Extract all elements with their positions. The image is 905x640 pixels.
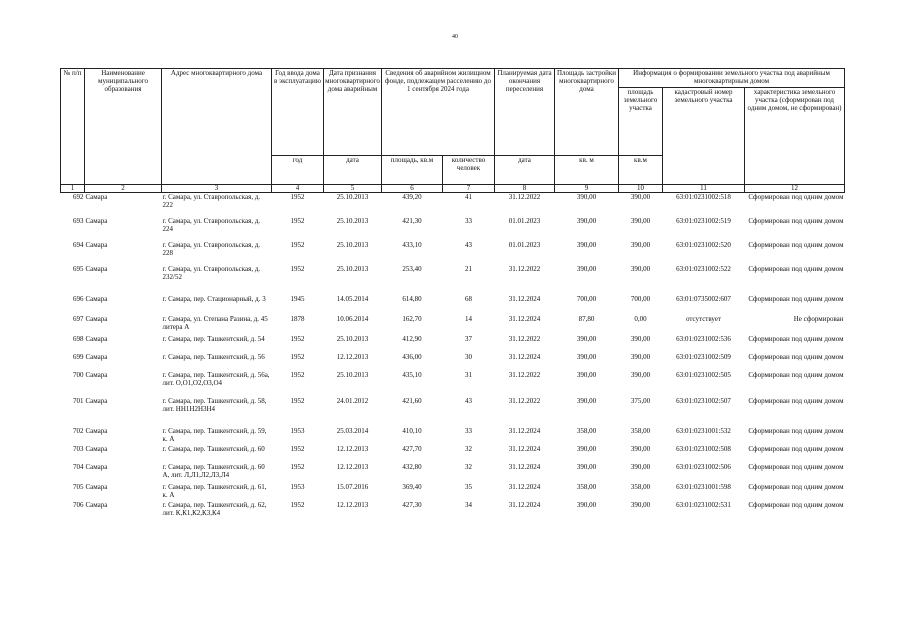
address-cell: г. Самара, пер. Стационарный, д. 3 — [162, 294, 266, 303]
municipality-cell: Самара — [85, 240, 108, 249]
unit-land-sqm: кв.м — [619, 156, 663, 185]
land-area-cell: 390,00 — [630, 370, 651, 379]
municipality-cell: Самара — [85, 352, 108, 361]
year-cell: 1953 — [290, 482, 305, 491]
area-cell: 427,30 — [402, 500, 422, 509]
land-characteristic-cell: Сформирован под одним домом — [748, 370, 844, 379]
unit-people: количество человек — [443, 156, 495, 185]
row-number-cell: 694 — [73, 240, 84, 249]
people-count-cell: 34 — [465, 500, 472, 509]
area-cell: 427,70 — [402, 444, 422, 453]
row-number-cell: 695 — [73, 264, 84, 273]
column-number: 11 — [663, 185, 745, 193]
land-area-cell: 390,00 — [630, 444, 651, 453]
header-municipality: Наименование муниципального образования — [85, 69, 162, 185]
unit-sqm: кв. м — [555, 156, 619, 185]
cadastral-number-cell: 63:01:0231001:532 — [676, 426, 731, 435]
recognition-date-cell: 12.12.2013 — [336, 462, 369, 471]
address-cell: г. Самара, пер. Ташкентский, д. 56 — [162, 352, 265, 361]
cadastral-number-cell: 63:01:0231002:507 — [676, 396, 731, 405]
land-characteristic-cell: Сформирован под одним домом — [748, 334, 844, 343]
land-characteristic-cell: Сформирован под одним домом — [748, 482, 844, 491]
planned-date-cell: 31.12.2024 — [508, 500, 541, 509]
cadastral-number-cell: 63:01:0231002:509 — [676, 352, 731, 361]
land-area-cell: 390,00 — [630, 264, 651, 273]
header-cadastral: кадастровый номер земельного участка — [663, 88, 745, 185]
people-count-cell: 32 — [465, 462, 472, 471]
header-year: Год ввода дома в эксплуатацию — [272, 69, 324, 156]
table-row — [61, 371, 845, 397]
cadastral-number-cell: 63:01:0231002:536 — [676, 334, 731, 343]
year-cell: 1952 — [290, 500, 305, 509]
cadastral-number-cell: 63:01:0735002:607 — [676, 294, 731, 303]
column-number: 8 — [495, 185, 555, 193]
year-cell: 1952 — [290, 396, 305, 405]
row-number-cell: 702 — [73, 426, 84, 435]
area-cell: 369,40 — [402, 482, 422, 491]
table-row — [61, 445, 845, 463]
column-number-row — [61, 185, 845, 193]
row-number-cell: 698 — [73, 334, 84, 343]
table-row — [61, 463, 845, 483]
year-cell: 1952 — [290, 193, 305, 201]
unit-plan-date: дата — [495, 156, 555, 185]
area-cell: 436,00 — [402, 352, 422, 361]
table-body — [61, 193, 845, 531]
municipality-cell: Самара — [85, 444, 108, 453]
land-area-cell: 390,00 — [630, 352, 651, 361]
table-row — [61, 397, 845, 427]
column-number: 7 — [443, 185, 495, 193]
recognition-date-cell: 25.10.2013 — [336, 193, 369, 201]
area-cell: 162,70 — [402, 314, 422, 323]
row-number-cell: 693 — [73, 216, 84, 225]
address-cell: г. Самара, пер. Ташкентский, д. 58, лит. НН1Н2Н3Н4 — [162, 396, 267, 413]
municipality-cell: Самара — [85, 482, 108, 491]
year-cell: 1952 — [290, 216, 305, 225]
row-number-cell: 706 — [73, 500, 84, 509]
planned-date-cell: 31.12.2022 — [508, 193, 541, 201]
building-area-cell: 390,00 — [576, 396, 597, 405]
area-cell: 421,30 — [402, 216, 422, 225]
planned-date-cell: 31.12.2022 — [508, 396, 541, 405]
planned-date-cell: 31.12.2022 — [508, 264, 541, 273]
people-count-cell: 41 — [465, 193, 472, 201]
header-building-area: Площадь застройки многоквартирного дома — [555, 69, 619, 156]
column-number: 4 — [272, 185, 324, 193]
header-land-info: Информация о формировании земельного участка под аварийным многоквартирным домом — [619, 69, 845, 88]
table-row — [61, 335, 845, 353]
municipality-cell: Самара — [85, 500, 108, 509]
cadastral-number-cell: 63:01:0231002:508 — [676, 444, 731, 453]
header-number: № п/п — [61, 69, 85, 185]
address-cell: г. Самара, пер. Ташкентский, д. 59, к. А — [162, 426, 267, 443]
cadastral-number-cell: 63:01:0231002:519 — [676, 216, 731, 225]
municipality-cell: Самара — [85, 216, 108, 225]
area-cell: 614,80 — [402, 294, 422, 303]
land-area-cell: 0,00 — [634, 314, 647, 323]
column-number: 1 — [61, 185, 85, 193]
building-area-cell: 390,00 — [576, 216, 597, 225]
recognition-date-cell: 25.10.2013 — [336, 334, 369, 343]
area-cell: 439,20 — [402, 193, 422, 201]
recognition-date-cell: 12.12.2013 — [336, 444, 369, 453]
municipality-cell: Самара — [85, 426, 108, 435]
recognition-date-cell: 25.10.2013 — [336, 370, 369, 379]
people-count-cell: 43 — [465, 240, 472, 249]
area-cell: 433,10 — [402, 240, 422, 249]
area-cell: 412,90 — [402, 334, 422, 343]
land-area-cell: 390,00 — [630, 500, 651, 509]
area-cell: 435,10 — [402, 370, 422, 379]
land-characteristic-cell: Сформирован под одним домом — [748, 216, 844, 225]
column-number: 10 — [619, 185, 663, 193]
people-count-cell: 32 — [465, 444, 472, 453]
land-characteristic-cell: Сформирован под одним домом — [748, 426, 844, 435]
emergency-housing-table — [60, 68, 845, 531]
column-number: 2 — [85, 185, 162, 193]
page-number: 40 — [452, 34, 458, 40]
recognition-date-cell: 25.03.2014 — [336, 426, 369, 435]
unit-year: год — [272, 156, 324, 185]
column-number: 3 — [162, 185, 272, 193]
land-characteristic-cell: Сформирован под одним домом — [748, 462, 844, 471]
planned-date-cell: 31.12.2022 — [508, 370, 541, 379]
area-cell: 253,40 — [402, 264, 422, 273]
planned-date-cell: 31.12.2024 — [508, 482, 541, 491]
land-characteristic-cell: Не сформирован — [793, 314, 844, 323]
table-row — [61, 501, 845, 531]
year-cell: 1952 — [290, 352, 305, 361]
header-address: Адрес многоквартирного дома — [162, 69, 272, 185]
people-count-cell: 31 — [465, 370, 472, 379]
table-row — [61, 193, 845, 217]
year-cell: 1952 — [290, 264, 305, 273]
building-area-cell: 700,00 — [576, 294, 597, 303]
cadastral-number-cell: 63:01:0231002:531 — [676, 500, 731, 509]
row-number-cell: 703 — [73, 444, 84, 453]
recognition-date-cell: 25.10.2013 — [336, 240, 369, 249]
table-row — [61, 315, 845, 335]
column-number: 12 — [745, 185, 845, 193]
address-cell: г. Самара, пер. Ташкентский, д. 60 А, лит. Л,Л1,Л2,Л3,Л4 — [162, 462, 265, 479]
municipality-cell: Самара — [85, 193, 108, 201]
recognition-date-cell: 14.05.2014 — [336, 294, 369, 303]
area-cell: 410,10 — [402, 426, 422, 435]
municipality-cell: Самара — [85, 294, 108, 303]
table-header — [61, 69, 845, 193]
building-area-cell: 390,00 — [576, 500, 597, 509]
planned-date-cell: 01.01.2023 — [508, 240, 541, 249]
recognition-date-cell: 24.01.2012 — [336, 396, 369, 405]
people-count-cell: 30 — [465, 352, 472, 361]
recognition-date-cell: 25.10.2013 — [336, 216, 369, 225]
land-area-cell: 390,00 — [630, 216, 651, 225]
year-cell: 1952 — [290, 240, 305, 249]
people-count-cell: 33 — [465, 426, 472, 435]
people-count-cell: 35 — [465, 482, 472, 491]
planned-date-cell: 31.12.2024 — [508, 294, 541, 303]
land-area-cell: 700,00 — [630, 294, 651, 303]
row-number-cell: 696 — [73, 294, 84, 303]
planned-date-cell: 31.12.2024 — [508, 444, 541, 453]
building-area-cell: 390,00 — [576, 352, 597, 361]
row-number-cell: 692 — [73, 193, 84, 201]
unit-date: дата — [324, 156, 382, 185]
header-land-characteristic: характеристика земельного участка (сформирован под одним домом, не сформирован) — [745, 88, 845, 185]
year-cell: 1952 — [290, 444, 305, 453]
year-cell: 1952 — [290, 370, 305, 379]
cadastral-number-cell: 63:01:0231002:518 — [676, 193, 731, 201]
land-area-cell: 390,00 — [630, 462, 651, 471]
land-characteristic-cell: Сформирован под одним домом — [748, 444, 844, 453]
table-row — [61, 265, 845, 295]
year-cell: 1952 — [290, 462, 305, 471]
column-number: 6 — [382, 185, 443, 193]
people-count-cell: 37 — [465, 334, 472, 343]
municipality-cell: Самара — [85, 370, 108, 379]
land-area-cell: 390,00 — [630, 193, 651, 201]
table-row — [61, 295, 845, 315]
address-cell: г. Самара, пер. Ташкентский, д. 60 — [162, 444, 265, 453]
row-number-cell: 705 — [73, 482, 84, 491]
land-area-cell: 390,00 — [630, 240, 651, 249]
row-number-cell: 700 — [73, 370, 84, 379]
address-cell: г. Самара, пер. Ташкентский, д. 56а, лит. О,О1,О2,О3,О4 — [162, 370, 270, 387]
land-characteristic-cell: Сформирован под одним домом — [748, 264, 844, 273]
cadastral-number-cell: 63:01:0231001:598 — [676, 482, 731, 491]
cadastral-number-cell: 63:01:0231002:520 — [676, 240, 731, 249]
address-cell: г. Самара, ул. Ставропольская, д. 222 — [162, 193, 261, 209]
header-emergency-stock: Сведения об аварийном жилищном фонде, подлежащем расселению до 1 сентября 2024 года — [382, 69, 495, 156]
building-area-cell: 390,00 — [576, 370, 597, 379]
recognition-date-cell: 12.12.2013 — [336, 500, 369, 509]
area-cell: 432,80 — [402, 462, 422, 471]
address-cell: г. Самара, пер. Ташкентский, д. 61, к. А — [162, 482, 267, 499]
building-area-cell: 390,00 — [576, 193, 597, 201]
table-row — [61, 217, 845, 241]
planned-date-cell: 31.12.2022 — [508, 334, 541, 343]
building-area-cell: 390,00 — [576, 240, 597, 249]
cadastral-number-cell: отсутствует — [685, 314, 722, 323]
column-number: 9 — [555, 185, 619, 193]
building-area-cell: 390,00 — [576, 444, 597, 453]
land-area-cell: 375,00 — [630, 396, 651, 405]
land-characteristic-cell: Сформирован под одним домом — [748, 352, 844, 361]
address-cell: г. Самара, пер. Ташкентский, д. 54 — [162, 334, 265, 343]
recognition-date-cell: 10.06.2014 — [336, 314, 369, 323]
header-planned-date: Планируемая дата окончания переселения — [495, 69, 555, 156]
municipality-cell: Самара — [85, 264, 108, 273]
cadastral-number-cell: 63:01:0231002:505 — [676, 370, 731, 379]
people-count-cell: 33 — [465, 216, 472, 225]
table-row — [61, 353, 845, 371]
row-number-cell: 697 — [73, 314, 84, 323]
people-count-cell: 21 — [465, 264, 472, 273]
year-cell: 1945 — [290, 294, 305, 303]
people-count-cell: 68 — [465, 294, 472, 303]
row-number-cell: 701 — [73, 396, 84, 405]
area-cell: 421,60 — [402, 396, 422, 405]
building-area-cell: 390,00 — [576, 462, 597, 471]
header-recognition-date: Дата признания многоквартирного дома аварийным — [324, 69, 382, 156]
table-row — [61, 483, 845, 501]
recognition-date-cell: 12.12.2013 — [336, 352, 369, 361]
building-area-cell: 390,00 — [576, 334, 597, 343]
address-cell: г. Самара, пер. Ташкентский, д. 62, лит. К,К1,К2,К3,К4 — [162, 500, 267, 517]
land-characteristic-cell: Сформирован под одним домом — [748, 396, 844, 405]
land-characteristic-cell: Сформирован под одним домом — [748, 294, 844, 303]
cadastral-number-cell: 63:01:0231002:506 — [676, 462, 731, 471]
building-area-cell: 358,00 — [576, 482, 597, 491]
land-characteristic-cell: Сформирован под одним домом — [748, 500, 844, 509]
planned-date-cell: 31.12.2024 — [508, 352, 541, 361]
header-land-area: площадь земельного участка — [619, 88, 663, 156]
year-cell: 1878 — [290, 314, 305, 323]
table-row — [61, 427, 845, 445]
address-cell: г. Самара, ул. Ставропольская, д. 228 — [162, 240, 261, 257]
row-number-cell: 699 — [73, 352, 84, 361]
planned-date-cell: 01.01.2023 — [508, 216, 541, 225]
land-area-cell: 358,00 — [630, 482, 651, 491]
people-count-cell: 43 — [465, 396, 472, 405]
planned-date-cell: 31.12.2024 — [508, 314, 541, 323]
recognition-date-cell: 25.10.2013 — [336, 264, 369, 273]
municipality-cell: Самара — [85, 314, 108, 323]
cadastral-number-cell: 63:01:0231002:522 — [676, 264, 731, 273]
land-area-cell: 390,00 — [630, 334, 651, 343]
address-cell: г. Самара, ул. Ставропольская, д. 232/52 — [162, 264, 261, 281]
unit-area: площадь, кв.м — [382, 156, 443, 185]
year-cell: 1952 — [290, 334, 305, 343]
land-area-cell: 358,00 — [630, 426, 651, 435]
land-characteristic-cell: Сформирован под одним домом — [748, 240, 844, 249]
planned-date-cell: 31.12.2024 — [508, 462, 541, 471]
table-row — [61, 241, 845, 265]
column-number: 5 — [324, 185, 382, 193]
planned-date-cell: 31.12.2024 — [508, 426, 541, 435]
year-cell: 1953 — [290, 426, 305, 435]
municipality-cell: Самара — [85, 462, 108, 471]
municipality-cell: Самара — [85, 396, 108, 405]
row-number-cell: 704 — [73, 462, 84, 471]
municipality-cell: Самара — [85, 334, 108, 343]
address-cell: г. Самара, ул. Ставропольская, д. 224 — [162, 216, 261, 233]
building-area-cell: 390,00 — [576, 264, 597, 273]
land-characteristic-cell: Сформирован под одним домом — [748, 193, 844, 201]
building-area-cell: 87,80 — [578, 314, 595, 323]
building-area-cell: 358,00 — [576, 426, 597, 435]
people-count-cell: 14 — [465, 314, 472, 323]
recognition-date-cell: 15.07.2016 — [336, 482, 369, 491]
address-cell: г. Самара, ул. Степана Разина, д. 45 литера А — [162, 314, 268, 331]
